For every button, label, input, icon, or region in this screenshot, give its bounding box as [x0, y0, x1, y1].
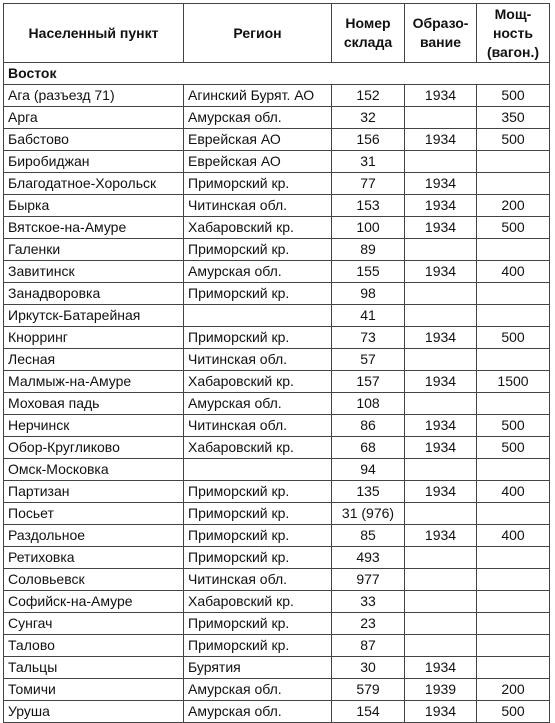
cell-established: 1934	[405, 261, 477, 283]
cell-warehouse-number: 77	[332, 173, 405, 195]
cell-capacity: 500	[477, 217, 550, 239]
table-row	[4, 327, 550, 349]
cell-region: Амурская обл.	[184, 393, 332, 415]
cell-region: Еврейская АО	[184, 151, 332, 173]
cell-warehouse-number: 152	[332, 85, 405, 107]
cell-settlement: Завитинск	[4, 261, 184, 283]
cell-capacity: 400	[477, 261, 550, 283]
cell-established	[405, 239, 477, 261]
cell-established: 1934	[405, 217, 477, 239]
cell-warehouse-number: 155	[332, 261, 405, 283]
cell-established: 1934	[405, 195, 477, 217]
table-row	[4, 129, 550, 151]
header-region: Регион	[184, 4, 332, 63]
cell-settlement: Софийск-на-Амуре	[4, 591, 184, 613]
cell-capacity: 500	[477, 415, 550, 437]
table-row	[4, 591, 550, 613]
cell-capacity	[477, 635, 550, 657]
cell-settlement: Благодатное-Хорольск	[4, 173, 184, 195]
cell-warehouse-number: 89	[332, 239, 405, 261]
cell-established: 1934	[405, 415, 477, 437]
cell-established	[405, 635, 477, 657]
cell-region: Хабаровский кр.	[184, 591, 332, 613]
cell-established	[405, 305, 477, 327]
table-row	[4, 657, 550, 679]
cell-region: Приморский кр.	[184, 173, 332, 195]
cell-settlement: Арга	[4, 107, 184, 129]
cell-capacity	[477, 459, 550, 481]
cell-capacity: 400	[477, 525, 550, 547]
cell-settlement: Моховая падь	[4, 393, 184, 415]
cell-settlement: Талово	[4, 635, 184, 657]
cell-warehouse-number: 135	[332, 481, 405, 503]
cell-capacity	[477, 393, 550, 415]
cell-warehouse-number: 41	[332, 305, 405, 327]
cell-capacity: 500	[477, 327, 550, 349]
cell-region: Читинская обл.	[184, 415, 332, 437]
table-row	[4, 459, 550, 481]
table-row	[4, 613, 550, 635]
table-row	[4, 393, 550, 415]
section-title: Восток	[4, 63, 550, 85]
cell-region: Приморский кр.	[184, 525, 332, 547]
cell-region: Приморский кр.	[184, 327, 332, 349]
cell-region: Читинская обл.	[184, 195, 332, 217]
cell-established	[405, 547, 477, 569]
cell-capacity	[477, 305, 550, 327]
cell-warehouse-number: 87	[332, 635, 405, 657]
cell-established	[405, 107, 477, 129]
cell-capacity	[477, 657, 550, 679]
cell-settlement: Вятское-на-Амуре	[4, 217, 184, 239]
table-row	[4, 217, 550, 239]
cell-settlement: Тальцы	[4, 657, 184, 679]
cell-settlement: Нерчинск	[4, 415, 184, 437]
table-row	[4, 437, 550, 459]
cell-settlement: Галенки	[4, 239, 184, 261]
cell-warehouse-number: 100	[332, 217, 405, 239]
table-row	[4, 349, 550, 371]
cell-capacity	[477, 173, 550, 195]
cell-settlement: Обор-Кругликово	[4, 437, 184, 459]
cell-established: 1934	[405, 173, 477, 195]
cell-warehouse-number: 156	[332, 129, 405, 151]
cell-warehouse-number: 493	[332, 547, 405, 569]
table-row	[4, 173, 550, 195]
table-row	[4, 151, 550, 173]
cell-settlement: Томичи	[4, 679, 184, 701]
cell-region: Еврейская АО	[184, 129, 332, 151]
cell-established	[405, 569, 477, 591]
cell-established	[405, 349, 477, 371]
cell-capacity	[477, 503, 550, 525]
cell-established: 1934	[405, 85, 477, 107]
table-row	[4, 85, 550, 107]
cell-established: 1934	[405, 701, 477, 723]
table-row	[4, 679, 550, 701]
cell-region: Приморский кр.	[184, 547, 332, 569]
header-row	[4, 4, 550, 63]
cell-warehouse-number: 73	[332, 327, 405, 349]
cell-region: Хабаровский кр.	[184, 437, 332, 459]
cell-capacity: 350	[477, 107, 550, 129]
cell-capacity: 200	[477, 195, 550, 217]
cell-established: 1934	[405, 129, 477, 151]
cell-settlement: Малмыж-на-Амуре	[4, 371, 184, 393]
table-row	[4, 305, 550, 327]
cell-region: Приморский кр.	[184, 635, 332, 657]
table-row	[4, 415, 550, 437]
cell-capacity: 500	[477, 85, 550, 107]
cell-capacity: 500	[477, 129, 550, 151]
table-row	[4, 283, 550, 305]
cell-capacity: 200	[477, 679, 550, 701]
cell-region: Хабаровский кр.	[184, 371, 332, 393]
cell-settlement: Ага (разъезд 71)	[4, 85, 184, 107]
cell-warehouse-number: 31	[332, 151, 405, 173]
table-row	[4, 635, 550, 657]
cell-region: Читинская обл.	[184, 569, 332, 591]
cell-settlement: Уруша	[4, 701, 184, 723]
table-row	[4, 371, 550, 393]
cell-established	[405, 283, 477, 305]
cell-warehouse-number: 98	[332, 283, 405, 305]
cell-region: Приморский кр.	[184, 481, 332, 503]
header-warehouse-number: Номер склада	[332, 4, 405, 63]
section-row	[4, 63, 550, 85]
cell-region: Приморский кр.	[184, 283, 332, 305]
cell-established	[405, 503, 477, 525]
cell-region: Амурская обл.	[184, 261, 332, 283]
cell-warehouse-number: 977	[332, 569, 405, 591]
cell-established: 1934	[405, 371, 477, 393]
cell-region: Хабаровский кр.	[184, 217, 332, 239]
cell-region: Приморский кр.	[184, 239, 332, 261]
cell-warehouse-number: 579	[332, 679, 405, 701]
cell-settlement: Бырка	[4, 195, 184, 217]
cell-capacity	[477, 591, 550, 613]
cell-capacity	[477, 283, 550, 305]
cell-warehouse-number: 154	[332, 701, 405, 723]
table-row	[4, 261, 550, 283]
table-row	[4, 701, 550, 723]
cell-warehouse-number: 85	[332, 525, 405, 547]
cell-settlement: Бабстово	[4, 129, 184, 151]
header-capacity: Мощ- ность (вагон.)	[477, 4, 550, 63]
table-row	[4, 525, 550, 547]
cell-settlement: Биробиджан	[4, 151, 184, 173]
cell-established	[405, 591, 477, 613]
warehouse-table	[3, 3, 550, 723]
cell-capacity	[477, 613, 550, 635]
table-row	[4, 107, 550, 129]
table-row	[4, 195, 550, 217]
cell-warehouse-number: 33	[332, 591, 405, 613]
cell-established: 1934	[405, 525, 477, 547]
cell-settlement: Сунгач	[4, 613, 184, 635]
cell-established	[405, 151, 477, 173]
cell-established: 1934	[405, 437, 477, 459]
table-row	[4, 481, 550, 503]
cell-settlement: Занадворовка	[4, 283, 184, 305]
cell-established: 1939	[405, 679, 477, 701]
cell-region: Читинская обл.	[184, 349, 332, 371]
cell-capacity: 400	[477, 481, 550, 503]
cell-warehouse-number: 153	[332, 195, 405, 217]
cell-settlement: Партизан	[4, 481, 184, 503]
cell-warehouse-number: 32	[332, 107, 405, 129]
cell-established	[405, 613, 477, 635]
cell-established	[405, 459, 477, 481]
cell-settlement: Ретиховка	[4, 547, 184, 569]
cell-settlement: Посьет	[4, 503, 184, 525]
cell-region	[184, 305, 332, 327]
cell-region: Бурятия	[184, 657, 332, 679]
cell-settlement: Кнорринг	[4, 327, 184, 349]
cell-region: Приморский кр.	[184, 613, 332, 635]
cell-warehouse-number: 86	[332, 415, 405, 437]
cell-capacity	[477, 151, 550, 173]
table-row	[4, 547, 550, 569]
cell-warehouse-number: 94	[332, 459, 405, 481]
table-row	[4, 569, 550, 591]
header-established: Образо- вание	[405, 4, 477, 63]
cell-warehouse-number: 68	[332, 437, 405, 459]
cell-established: 1934	[405, 481, 477, 503]
cell-capacity	[477, 349, 550, 371]
cell-region: Агинский Бурят. АО	[184, 85, 332, 107]
header-settlement: Населенный пункт	[4, 4, 184, 63]
cell-capacity	[477, 569, 550, 591]
table-row	[4, 239, 550, 261]
cell-established: 1934	[405, 327, 477, 349]
cell-warehouse-number: 57	[332, 349, 405, 371]
cell-settlement: Раздольное	[4, 525, 184, 547]
cell-established: 1934	[405, 657, 477, 679]
table-row	[4, 503, 550, 525]
cell-warehouse-number: 157	[332, 371, 405, 393]
cell-region: Амурская обл.	[184, 701, 332, 723]
cell-warehouse-number: 23	[332, 613, 405, 635]
cell-warehouse-number: 30	[332, 657, 405, 679]
cell-settlement: Лесная	[4, 349, 184, 371]
cell-warehouse-number: 31 (976)	[332, 503, 405, 525]
cell-settlement: Соловьевск	[4, 569, 184, 591]
cell-capacity: 500	[477, 701, 550, 723]
cell-warehouse-number: 108	[332, 393, 405, 415]
cell-capacity	[477, 547, 550, 569]
cell-settlement: Иркутск-Батарейная	[4, 305, 184, 327]
cell-established	[405, 393, 477, 415]
cell-capacity: 500	[477, 437, 550, 459]
cell-capacity: 1500	[477, 371, 550, 393]
cell-region: Амурская обл.	[184, 107, 332, 129]
cell-region: Приморский кр.	[184, 503, 332, 525]
cell-settlement: Омск-Московка	[4, 459, 184, 481]
cell-capacity	[477, 239, 550, 261]
cell-region: Амурская обл.	[184, 679, 332, 701]
cell-region	[184, 459, 332, 481]
